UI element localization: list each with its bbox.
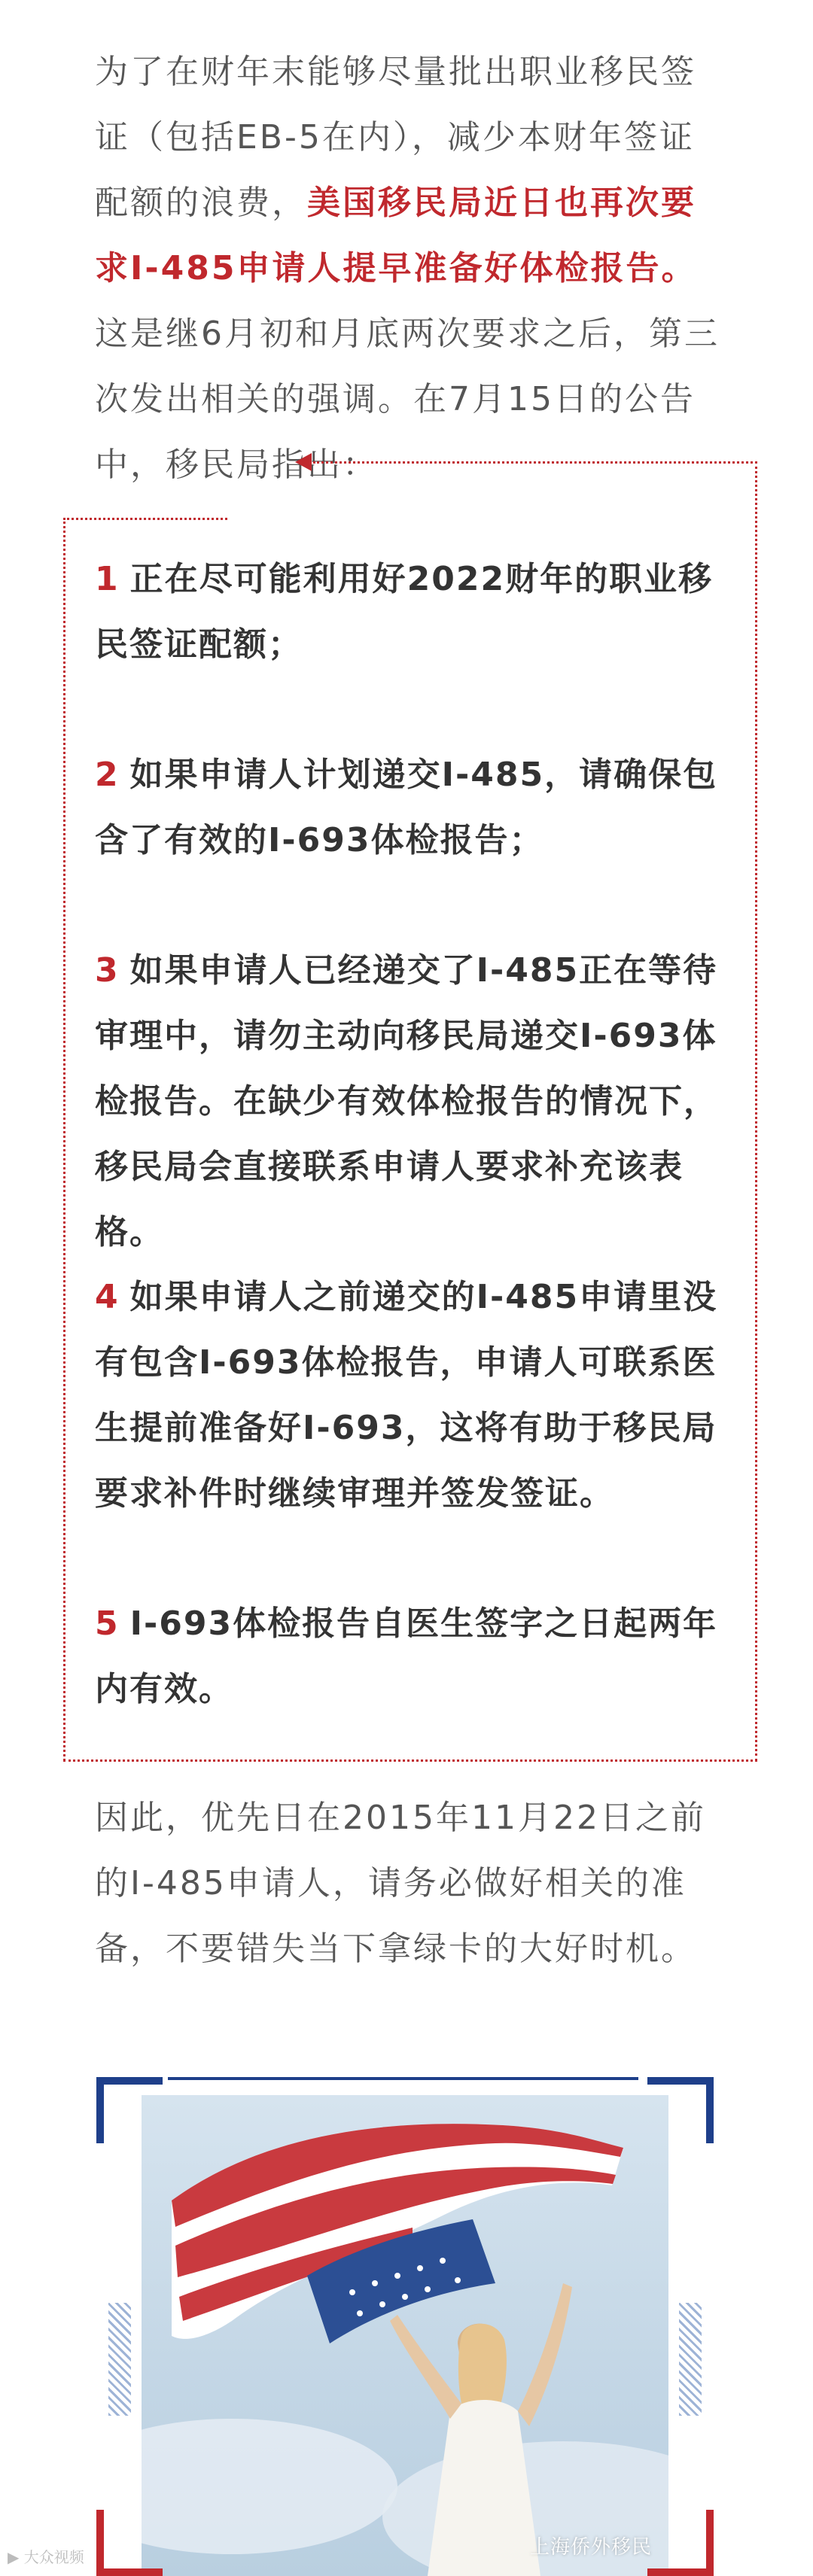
list-item: [95, 742, 724, 873]
frame-line-top: [168, 2077, 638, 2080]
intro-highlight: 美国移民局近日也再次要求I-485申请人提早准备好体检报告。: [95, 184, 697, 287]
list-item-number: 1: [95, 560, 120, 598]
list-item: [95, 546, 724, 677]
intro-paragraph: [95, 39, 724, 497]
intro-text: 为了在财年末能够尽量批出职业移民签证（包括EB-5在内），减少本财年签证配额的浪费，: [95, 53, 696, 222]
frame-corner-bottom-right: [647, 2510, 714, 2576]
flag-photo: [142, 2095, 668, 2576]
callout-arrow-icon: [295, 453, 312, 471]
list-item-text: 正在尽可能利用好2022财年的职业移民签证配额；: [95, 560, 714, 664]
list-item-number: 2: [95, 756, 120, 794]
list-item: [95, 1591, 724, 1722]
frame-hatch-right: [679, 2303, 702, 2416]
watermark-text: 上海侨外移民: [529, 2536, 652, 2559]
list-item-number: 3: [95, 951, 120, 990]
corner-watermark: ▶ 大众视频: [8, 2548, 84, 2566]
list-item: [95, 1264, 724, 1526]
list-item-text: 如果申请人之前递交的I-485申请里没有包含I-693体检报告，申请人可联系医生提前准备好I-693，这将有助于移民局要求补件时继续审理并签发签证。: [95, 1278, 718, 1513]
list-item-text: 如果申请人已经递交了I-485正在等待审理中，请勿主动向移民局递交I-693体检报告。在缺少有效体检报告的情况下，移民局会直接联系申请人要求补充该表格。: [95, 951, 718, 1252]
frame-corner-top-right: [647, 2077, 714, 2143]
conclusion-paragraph: 因此，优先日在2015年11月22日之前的I-485申请人，请务必做好相关的准备，不要错失当下拿绿卡的大好时机。: [95, 1799, 706, 1968]
frame-corner-bottom-left: [96, 2510, 163, 2576]
callout-border-left: [63, 518, 65, 1761]
callout-border-right: [755, 461, 757, 1761]
photo-frame: [96, 2077, 714, 2576]
list-item-text: 如果申请人计划递交I-485，请确保包含了有效的I-693体检报告；: [95, 756, 718, 859]
list-item: [95, 938, 724, 1265]
flag-woman-illustration: [142, 2095, 668, 2576]
frame-corner-top-left: [96, 2077, 163, 2143]
frame-hatch-left: [108, 2303, 131, 2416]
list-item-number: 4: [95, 1278, 120, 1316]
intro-text-after: 这是继6月初和月底两次要求之后，第三次发出相关的强调。在7月15日的公告中，移民局指出：: [95, 315, 720, 484]
list-item-number: 5: [95, 1604, 120, 1643]
callout-border-bottom: [63, 1759, 757, 1762]
callout-border-top-left: [63, 518, 227, 520]
callout-border-top: [313, 461, 757, 464]
list-item-text: I-693体检报告自医生签字之日起两年内有效。: [95, 1604, 718, 1708]
